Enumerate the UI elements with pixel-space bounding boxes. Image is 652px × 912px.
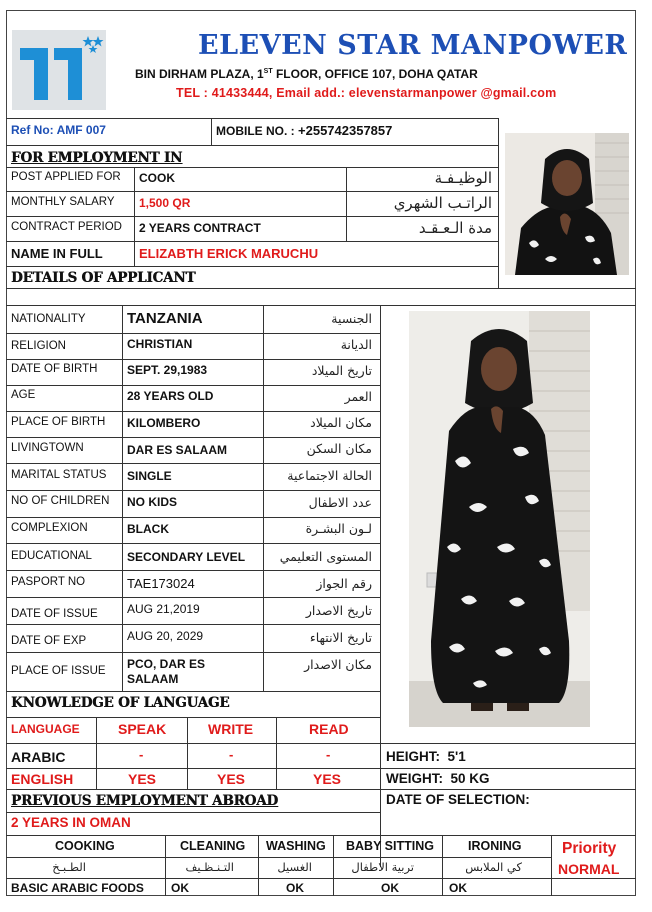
priority-value: NORMAL <box>558 861 620 877</box>
age-label: AGE <box>11 389 36 401</box>
weight-field <box>386 771 490 786</box>
skill-cleaning-ar: التـنـظـيف <box>185 860 234 874</box>
details-heading: DETAILS OF APPLICANT <box>11 270 196 286</box>
address-sup: ST <box>263 68 273 75</box>
height-value: 5'1 <box>447 749 466 764</box>
weight-label: WEIGHT: <box>386 771 443 786</box>
skill-cooking-value: BASIC ARABIC FOODS <box>11 881 144 895</box>
post-applied-label: POST APPLIED FOR <box>11 171 121 183</box>
children-label: NO OF CHILDREN <box>11 495 110 507</box>
english-lang-label: ENGLISH <box>11 771 74 787</box>
skill-washing-ar: الغسيل <box>277 860 312 874</box>
place-of-issue-value: PCO, DAR ES SALAAM <box>127 657 206 686</box>
place-of-birth-label: PLACE OF BIRTH <box>11 416 106 428</box>
post-applied-arabic: الوظيـفـة <box>434 169 492 187</box>
education-label: EDUCATIONAL <box>11 550 92 562</box>
company-address <box>135 67 478 81</box>
mobile-label: MOBILE NO. : <box>216 124 295 138</box>
monthly-salary-label: MONTHLY SALARY <box>11 196 115 208</box>
post-applied-value: COOK <box>139 171 175 185</box>
nationality-label: NATIONALITY <box>11 313 86 325</box>
height-label: HEIGHT: <box>386 749 440 764</box>
skill-babysitting-ar: تربية الاطفال <box>351 860 414 874</box>
priority-label: Priority <box>562 840 617 857</box>
height-field <box>386 749 466 764</box>
date-of-issue-label: DATE OF ISSUE <box>11 608 98 620</box>
dob-value: SEPT. 29,1983 <box>127 363 208 377</box>
passport-value: TAE173024 <box>127 576 195 591</box>
monthly-salary-arabic: الراتـب الشهري <box>393 194 492 212</box>
previous-employment-value: 2 YEARS IN OMAN <box>11 815 131 830</box>
language-header-language: LANGUAGE <box>11 722 80 736</box>
passport-label: PASPORT NO <box>11 576 86 588</box>
skill-washing-value: OK <box>286 881 304 895</box>
contract-period-value: 2 YEARS CONTRACT <box>139 221 261 235</box>
religion-value: CHRISTIAN <box>127 337 193 351</box>
children-arabic: عدد الاطفال <box>308 495 372 510</box>
language-header-speak: SPEAK <box>118 721 167 737</box>
marital-status-label: MARITAL STATUS <box>11 469 107 481</box>
place-of-birth-value: KILOMBERO <box>127 416 201 430</box>
skill-cleaning-value: OK <box>171 881 189 895</box>
dob-label: DATE OF BIRTH <box>11 363 98 375</box>
complexion-value: BLACK <box>127 522 169 536</box>
weight-value: 50 KG <box>450 771 490 786</box>
skill-ironing-ar: كي الملابس <box>465 860 522 874</box>
religion-label: RELIGION <box>11 340 66 352</box>
ref-value: AMF 007 <box>56 123 106 137</box>
livingtown-label: LIVINGTOWN <box>11 442 84 454</box>
place-of-issue-label: PLACE OF ISSUE <box>11 665 106 677</box>
employment-heading: FOR EMPLOYMENT IN <box>11 150 183 166</box>
date-of-exp-arabic: تاريخ الانتهاء <box>309 630 372 645</box>
ref-number <box>11 123 106 137</box>
place-of-issue-arabic: مكان الاصدار <box>304 657 372 672</box>
date-of-issue-value: AUG 21,2019 <box>127 602 200 616</box>
language-header-read: READ <box>309 721 349 737</box>
logo-emblem <box>12 30 106 110</box>
monthly-salary-value: 1,500 QR <box>139 196 191 210</box>
skill-ironing-value: OK <box>449 881 467 895</box>
company-logo <box>12 30 106 110</box>
address-main: BIN DIRHAM PLAZA, 1 <box>135 67 264 81</box>
livingtown-value: DAR ES SALAAM <box>127 443 228 457</box>
full-name-value: ELIZABTH ERICK MARUCHU <box>139 246 319 261</box>
english-read: YES <box>313 771 342 787</box>
livingtown-arabic: مكان السكن <box>306 441 372 456</box>
mobile-value: +255742357857 <box>298 123 393 138</box>
english-speak: YES <box>128 771 157 787</box>
marital-status-arabic: الحالة الاجتماعية <box>287 468 372 483</box>
age-value: 28 YEARS OLD <box>127 389 214 403</box>
arabic-speak: - <box>139 747 144 762</box>
ref-label: Ref No: <box>11 123 54 137</box>
marital-status-value: SINGLE <box>127 469 172 483</box>
age-arabic: العمر <box>344 389 372 404</box>
applicant-fullbody-photo <box>409 311 590 727</box>
company-contact: TEL : 41433444, Email add.: elevenstarmanpower @gmail.com <box>176 86 557 100</box>
dob-arabic: تاريخ الميلاد <box>311 363 372 378</box>
arabic-write: - <box>229 747 234 762</box>
contract-period-label: CONTRACT PERIOD <box>11 221 122 233</box>
children-value: NO KIDS <box>127 495 178 509</box>
skill-babysitting-en: BABY SITTING <box>346 839 434 853</box>
arabic-lang-label: ARABIC <box>11 749 66 765</box>
contract-period-arabic: مدة الـعـقـد <box>418 219 492 237</box>
date-of-issue-arabic: تاريخ الاصدار <box>305 603 372 618</box>
language-header-write: WRITE <box>208 721 254 737</box>
passport-arabic: رقم الجواز <box>316 576 372 591</box>
date-of-exp-value: AUG 20, 2029 <box>127 629 204 643</box>
arabic-read: - <box>326 747 331 762</box>
address-rest: FLOOR, OFFICE 107, DOHA QATAR <box>272 67 478 81</box>
date-of-selection-label: DATE OF SELECTION: <box>386 792 530 807</box>
skill-ironing-en: IRONING <box>468 839 522 853</box>
skill-babysitting-value: OK <box>381 881 399 895</box>
applicant-portrait-photo <box>505 133 629 275</box>
education-arabic: المستوى التعليمي <box>279 549 372 564</box>
english-write: YES <box>217 771 246 787</box>
skill-washing-en: WASHING <box>266 839 326 853</box>
education-value: SECONDARY LEVEL <box>127 550 246 564</box>
date-of-exp-label: DATE OF EXP <box>11 635 87 647</box>
place-of-birth-arabic: مكان الميلاد <box>310 415 372 430</box>
religion-arabic: الديانة <box>340 337 372 352</box>
full-name-label: NAME IN FULL <box>11 246 103 261</box>
skill-cooking-ar: الطـبـخ <box>52 860 86 874</box>
previous-employment-heading: PREVIOUS EMPLOYMENT ABROAD <box>11 793 278 809</box>
skill-cooking-en: COOKING <box>55 839 115 853</box>
complexion-arabic: لـون البشـرة <box>305 521 372 536</box>
company-name: ELEVEN STAR MANPOWER <box>198 30 628 61</box>
nationality-value: TANZANIA <box>127 310 203 327</box>
mobile-number <box>216 123 392 138</box>
language-heading: KNOWLEDGE OF LANGUAGE <box>11 695 230 711</box>
nationality-arabic: الجنسية <box>331 311 372 326</box>
complexion-label: COMPLEXION <box>11 522 88 534</box>
skill-cleaning-en: CLEANING <box>180 839 246 853</box>
